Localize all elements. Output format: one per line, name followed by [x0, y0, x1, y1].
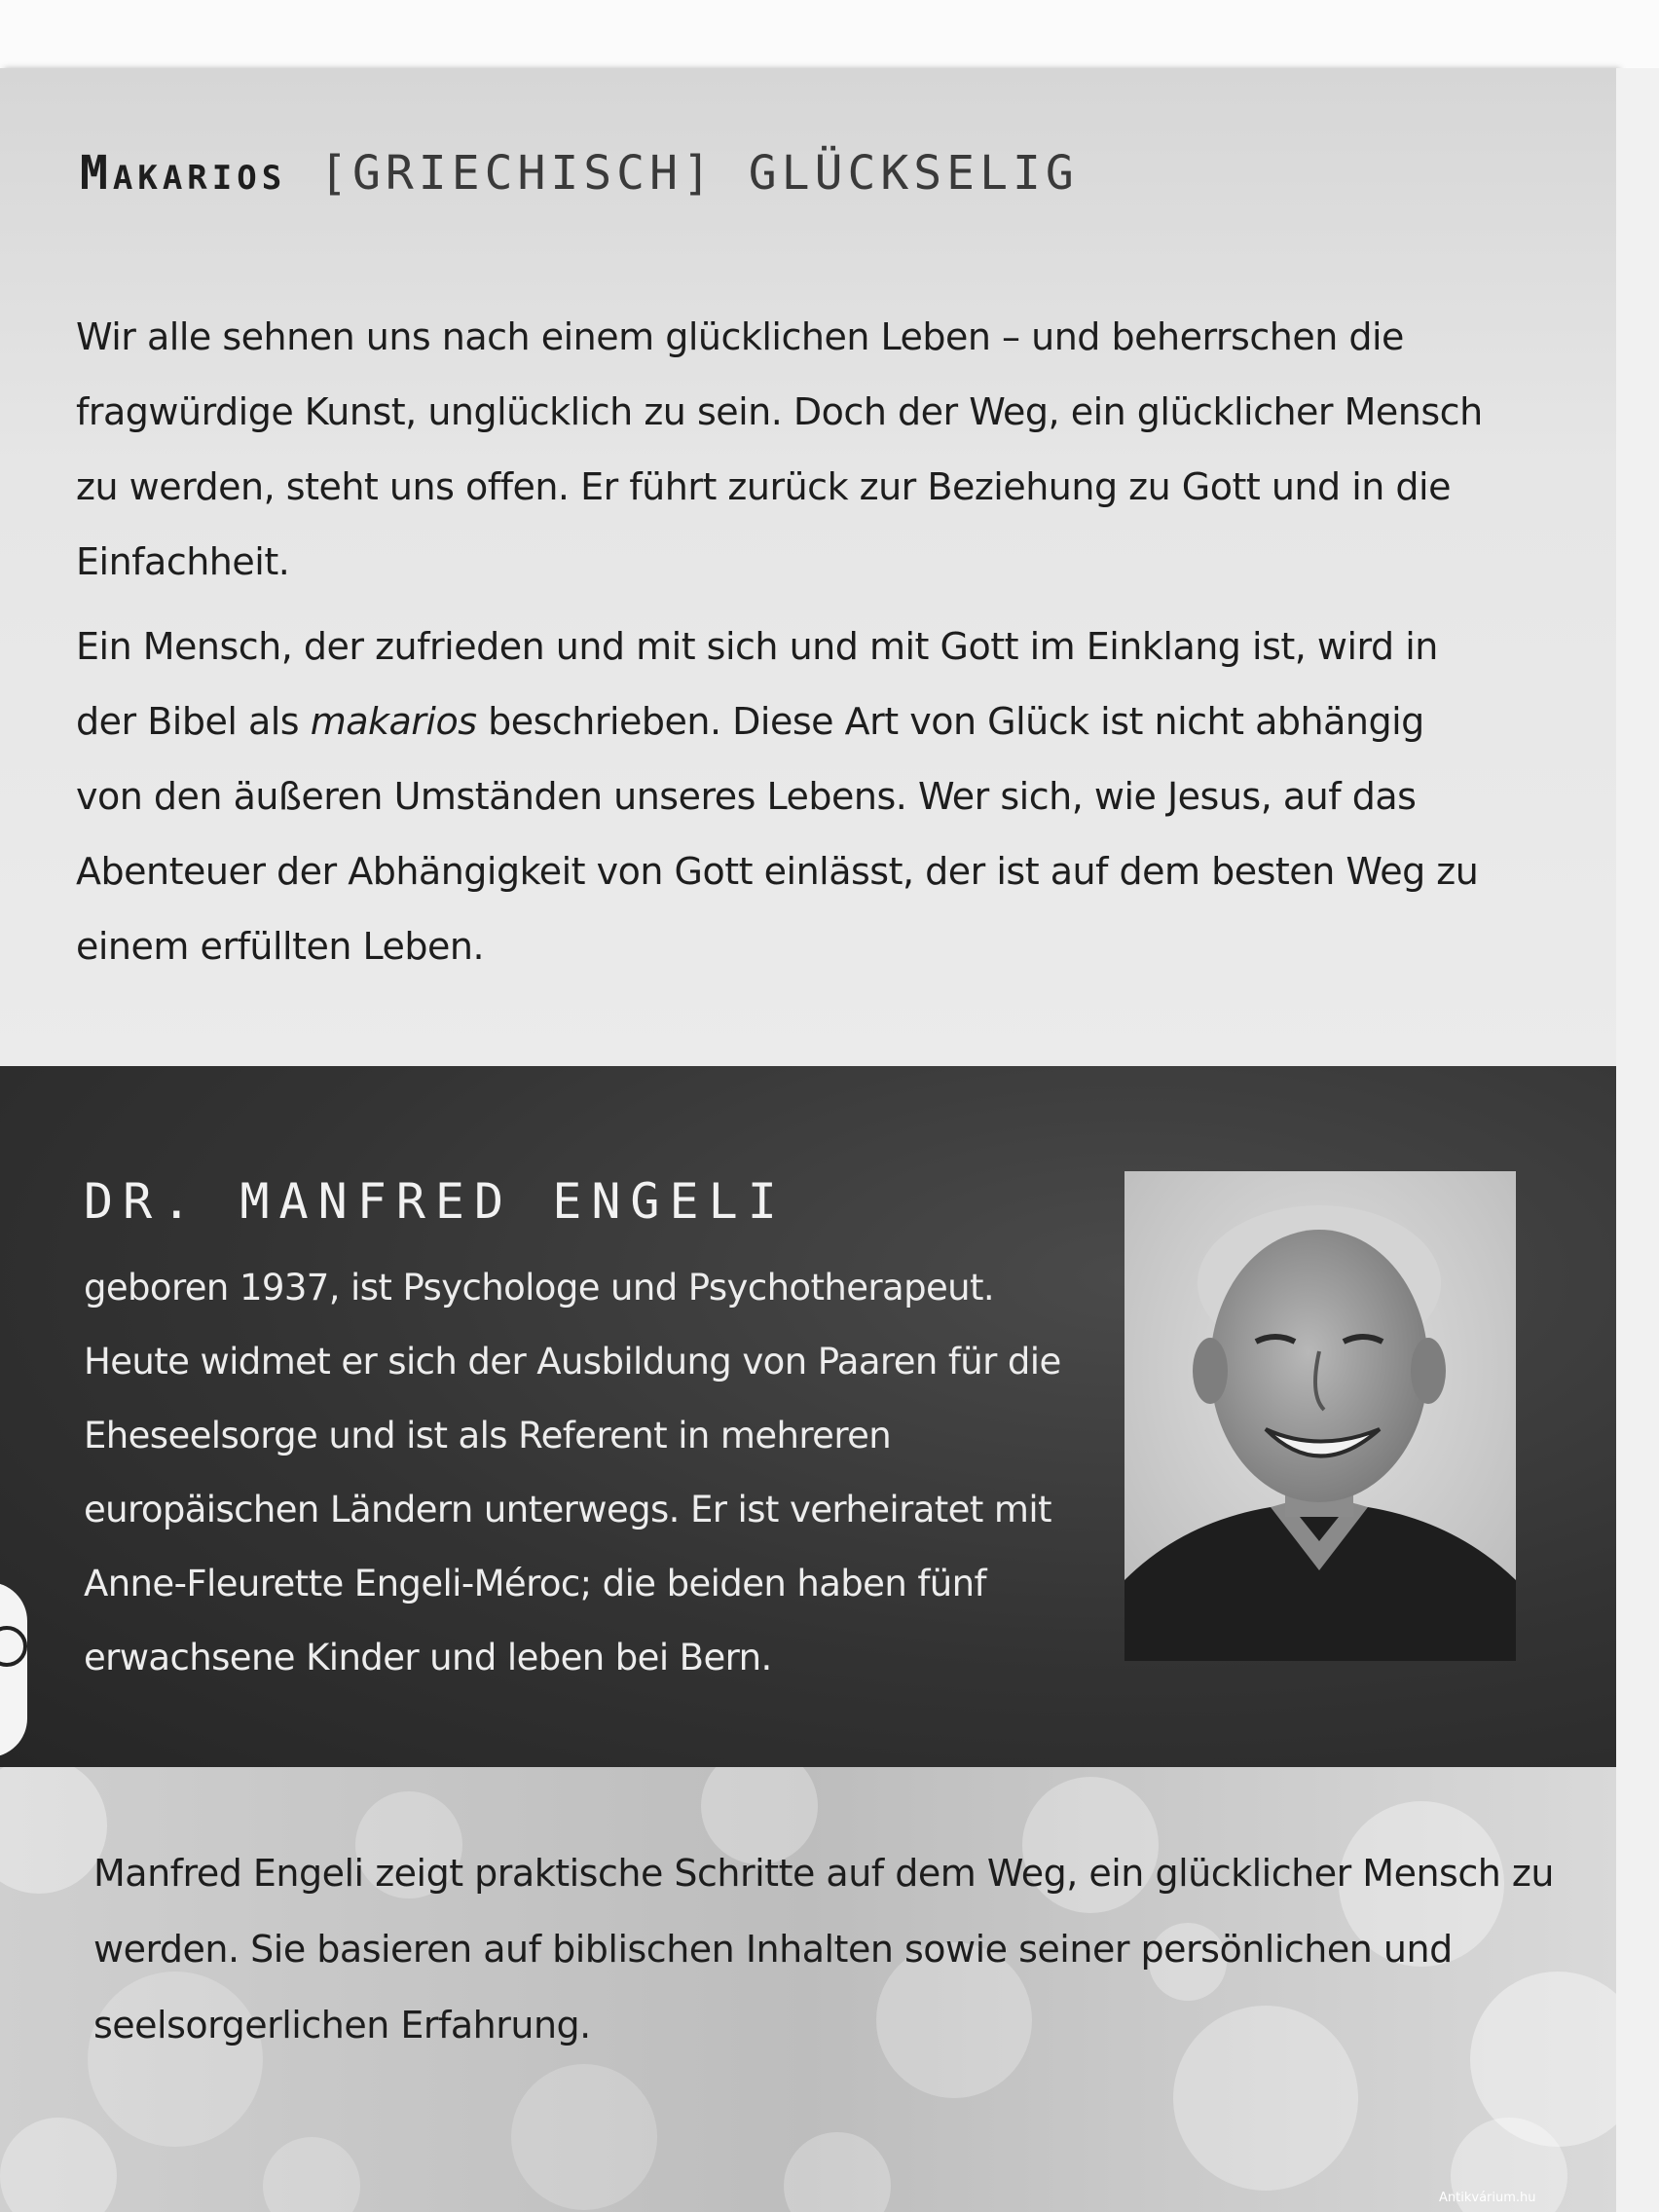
title-language: [GRIECHISCH]: [319, 146, 716, 201]
portrait-illustration: [1124, 1171, 1516, 1661]
intro-paragraph-2-start: Ein Mensch, der zufrieden und mit sich und mit Gott im Einklang ist, wird in der Bibel als: [76, 625, 1438, 743]
page-title: [80, 146, 1079, 201]
publisher-badge: [0, 1582, 27, 1757]
watermark: Antikvárium.hu: [1439, 2191, 1536, 2205]
intro-paragraph-2-italic: makarios: [310, 700, 477, 743]
intro-paragraph-1: Wir alle sehnen uns nach einem glücklichen Leben – und beherrschen die fragwürdige Kunst, unglücklich zu sein. Doch der Weg, ein glücklicher Mensch zu werden, steht uns offen. Er führt zurück zur Beziehung zu Gott und in die Einfachheit.: [76, 315, 1483, 583]
cover-edge: [1616, 68, 1659, 2212]
title-meaning: GLÜCKSELIG: [748, 146, 1079, 201]
author-bio: geboren 1937, ist Psychologe und Psychotherapeut. Heute widmet er sich der Ausbildung von Paaren für die Eheseelsorge und ist als Referent in mehreren europäischen Ländern unterwegs. Er ist verheiratet mit Anne-Fleurette Engeli-Méroc; die beiden haben fünf erwachsene Kinder und leben bei Bern.: [84, 1267, 1061, 1678]
intro-paragraph-2: [76, 609, 1497, 984]
author-portrait-photo: [1124, 1171, 1516, 1661]
title-term: Makarios: [80, 146, 287, 201]
book-blurb: Manfred Engeli zeigt praktische Schritte auf dem Weg, ein glücklicher Mensch zu werden. Sie basieren auf biblischen Inhalten sowie seiner persönlichen und seelsorgerlichen Erfahrung.: [93, 1852, 1554, 2046]
intro-paragraph-2-end: beschrieben. Diese Art von Glück ist nicht abhängig von den äußeren Umständen unseres Lebens. Wer sich, wie Jesus, auf das Abenteuer der Abhängigkeit von Gott einlässt, der ist auf dem besten Weg zu einem erfüllten Leben.: [76, 700, 1479, 968]
author-name: DR. MANFRED ENGELI: [84, 1173, 787, 1230]
page-top-margin: [0, 0, 1659, 68]
